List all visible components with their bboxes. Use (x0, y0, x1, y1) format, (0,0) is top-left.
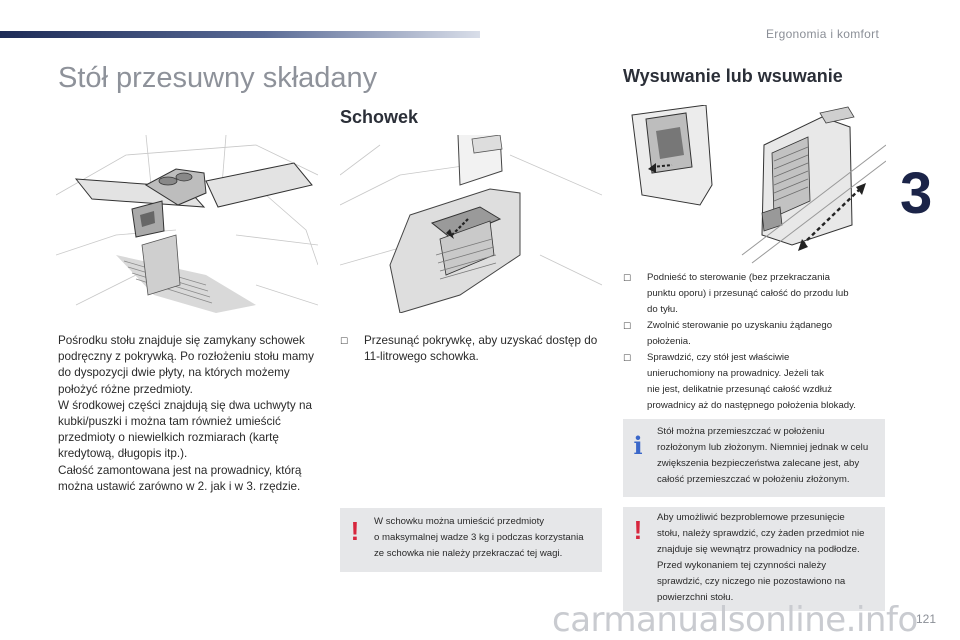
slide-heading: Wysuwanie lub wsuwanie (623, 66, 843, 86)
page-number: 121 (916, 612, 937, 626)
info-icon: i (633, 431, 643, 460)
storage-compartment-illustration (340, 135, 602, 313)
list-item: ☐ Przesunąć pokrywkę, aby uzyskać dostęp do 11-litrowego schowka. (340, 334, 598, 364)
storage-heading: Schowek (340, 107, 419, 127)
slide-warning-box (623, 507, 885, 611)
folding-table-illustration (56, 135, 318, 313)
checkbox-bullet-icon: ☐ (623, 353, 632, 363)
list-item: ☐ Sprawdzić, czy stół jest właściwie unieruchomiony na prowadnicy. Jeżeli tak nie jest, delikatnie przesunąć całość wzdłuż prowadnicy aż do następnego położenia blokady. (623, 352, 856, 411)
slide-info-text: Stół można przemieszczać w położeniu rozłożonym lub złożonym. Niemniej jednak w celu zwiększenia bezpieczeństwa zalecane jest, aby całość przemieszczać w położeniu złożonym. (657, 426, 869, 485)
checkbox-bullet-icon: ☐ (623, 273, 632, 283)
exclamation-icon: ! (350, 516, 360, 546)
storage-instructions (340, 333, 602, 365)
section-title: Ergonomia i komfort (766, 27, 880, 41)
exclamation-icon: ! (633, 515, 643, 545)
list-item: ☐ Podnieść to sterowanie (bez przekraczania punktu oporu) i przesunąć całość do przodu lub do tyłu. (623, 272, 849, 315)
slide-info-box (623, 419, 885, 497)
chapter-number: 3 (900, 161, 931, 226)
header-accent-bar (0, 31, 480, 38)
page-title: Stół przesuwny składany (58, 62, 378, 94)
checkbox-bullet-icon: ☐ (623, 321, 632, 331)
checkbox-bullet-icon: ☐ (340, 336, 349, 346)
rail-slide-illustration (622, 105, 886, 265)
table-description: Pośrodku stołu znajduje się zamykany schowek podręczny z pokrywką. Po rozłożeniu stołu mamy do dyspozycji dwie płyty, na których możemy położyć różne przedmioty. W środkowej części znajdują się dwa uchwyty na kubki/puszki i można tam również umieścić przedmioty o niewielkich rozmiarach (kartę kredytową, długopis itp.). Całość zamontowana jest na prowadnicy, którą można ustawić zarówno w 2. jak i w 3. rzędzie. (58, 334, 314, 493)
watermark: carmanualsonline.info (552, 600, 918, 640)
storage-warning-box (340, 508, 602, 572)
slide-warning-text: Aby umożliwić bezproblemowe przesunięcie stołu, należy sprawdzić, czy żaden przedmiot nie znajduje się wewnątrz prowadnicy na podłodze. Przed wykonaniem tej czynności należy sprawdzić, czy niczego nie pozostawiono na powierzchni stołu. (657, 512, 865, 603)
slide-instructions (623, 270, 885, 414)
list-item: ☐ Zwolnić sterowanie po uzyskaniu żądanego położenia. (623, 320, 833, 347)
storage-warning-text: W schowku można umieścić przedmioty o maksymalnej wadze 3 kg i podczas korzystania ze schowka nie należy przekraczać tej wagi. (374, 516, 584, 559)
